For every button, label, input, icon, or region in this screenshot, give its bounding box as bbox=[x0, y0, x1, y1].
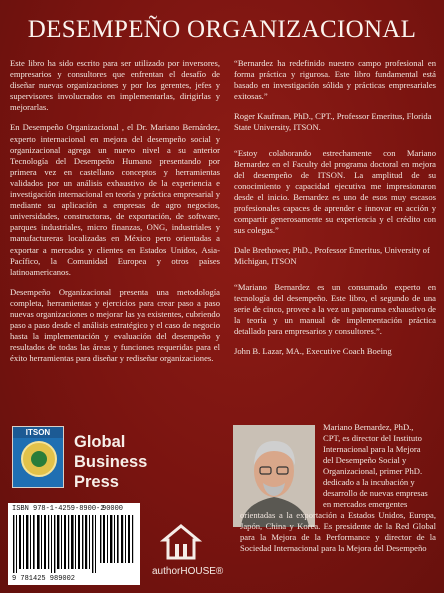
publisher-line: Business bbox=[74, 453, 148, 471]
barcode-digits: 9 781425 989002 bbox=[12, 575, 76, 583]
author-bio-line: Internacional para la Mejora bbox=[323, 444, 421, 454]
seal-icon bbox=[21, 441, 57, 477]
description-paragraph: Desempeño Organizacional presenta una metodología completa, herramientas y ejercicios para crear paso a paso nuevas organizaciones o mejorar las ya existentes, cubriendo paso a paso desde el análisis estratégico y el caso de negocio hasta la implementación y evaluación del desempeño y resultados de todas las áreas y funciones requeridas para el éxito herramientas para diseñar y rediseñar organizaciones. bbox=[10, 286, 220, 364]
endorsement-quote: “Estoy colaborando estrechamente con Mariano Bernardez en el Faculty del programa doctoral en mejora del desempeño de ITSON. La amplitud de su conocimiento y capacidad ejecutiva me impresionaron desde el inicio. Bernardez es uno de esos muy escasos profesionales capaces de aprender e innovar en acción y compartir generosamente su experiencia y el crédito con sus colegas.” bbox=[234, 147, 436, 236]
endorsement-quote: “Bernardez ha redefinido nuestro campo profesional en forma práctica y rigurosa. Este libro fundamental está basado en investigación sólida y prácticas empresariales exitosas.” bbox=[234, 58, 436, 102]
authorhouse-wordmark: authorHOUSE® bbox=[152, 566, 224, 577]
authorhouse-logo-icon bbox=[160, 524, 202, 560]
author-bio-line: desarrollo de nuevas empresas bbox=[323, 488, 428, 498]
author-bio-line: Organizacional, primer PhD. bbox=[323, 466, 423, 476]
description-paragraph: En Desempeño Organizacional , el Dr. Mariano Bernárdez, experto internacional en mejora del desempeño social y organizacional agrega un nuevo nivel a su anterior Tecnología del Desempeño Humano presentando por primera vez en castellano conceptos y herramientas validados por un análisis exhaustivo de la experiencia e investigación internacional en teoría y práctica empresarial y mediante su aplicación a empresas de agro negocios, universidades, constructoras, de exportación, de software, parques industriales, micro finanzas, ONG, industriales y manufactureras localizadas en México pero orientadas a exportar a mercados y clientes en Estados Unidos, Asia-Pacífico, la Comunidad Europea y otros países latinoamericanos. bbox=[10, 122, 220, 277]
author-bio-line: dedicado a la incubación y bbox=[323, 477, 415, 487]
endorsement-quote: “Mariano Bernardez es un consumado experto en tecnología del desempeño. Este libro, el segundo de una serie de cinco, provee a la vez un panorama exhaustivo de la teoría y un manual de implementación práctica detallado para empresarios y consultores.”. bbox=[234, 281, 436, 336]
addon-barcode-icon bbox=[100, 515, 134, 563]
publisher-name bbox=[74, 432, 147, 492]
isbn-text: ISBN 978-1-4259-8900-2 bbox=[12, 505, 105, 513]
description-column bbox=[10, 58, 220, 373]
book-title: DESEMPEÑO ORGANIZACIONAL bbox=[27, 16, 417, 43]
author-bio-line: del Desempeño Social y bbox=[323, 455, 407, 465]
endorsements-column bbox=[234, 58, 436, 371]
endorsement-attribution: Dale Brethower, PhD., Professor Emeritus, University of Michigan, ITSON bbox=[234, 245, 430, 267]
isbn-barcode bbox=[8, 503, 140, 585]
author-bio-rest: orientadas a la exportación a Estados Unidos, Europa, Japón, China y Korea. Es presidente de la Red Global para la Mejora de la Performance y director de la Sociedad Internacional para la Mejora del Desempeño bbox=[240, 510, 436, 553]
author-bio bbox=[240, 422, 436, 554]
author-bio-line: CPT, es director del Instituto bbox=[323, 433, 422, 443]
description-paragraph: Este libro ha sido escrito para ser utilizado por inversores, empresarios y consultores que enfrentan el desafío de diseñar nuevas organizaciones y por los gerentes, jefes y supervisores involucrados en implementarlas, dirigirlas y mejorarlas. bbox=[10, 58, 220, 113]
author-bio-line: Mariano Bernardez, PhD., bbox=[323, 422, 414, 432]
publisher-line: Global bbox=[74, 433, 126, 451]
endorsement-attribution: Roger Kaufman, PhD., CPT., Professor Emeritus, Florida State University, ITSON. bbox=[234, 111, 432, 133]
itson-logo-label: ITSON bbox=[13, 427, 63, 438]
endorsement-attribution: John B. Lazar, MA., Executive Coach Boeing bbox=[234, 345, 392, 356]
author-bio-line: en mercados emergentes bbox=[323, 499, 408, 509]
barcode-bars-icon bbox=[13, 515, 97, 573]
publisher-line: Press bbox=[74, 473, 119, 491]
price-code: 90000 bbox=[102, 505, 124, 513]
itson-logo bbox=[12, 426, 64, 488]
